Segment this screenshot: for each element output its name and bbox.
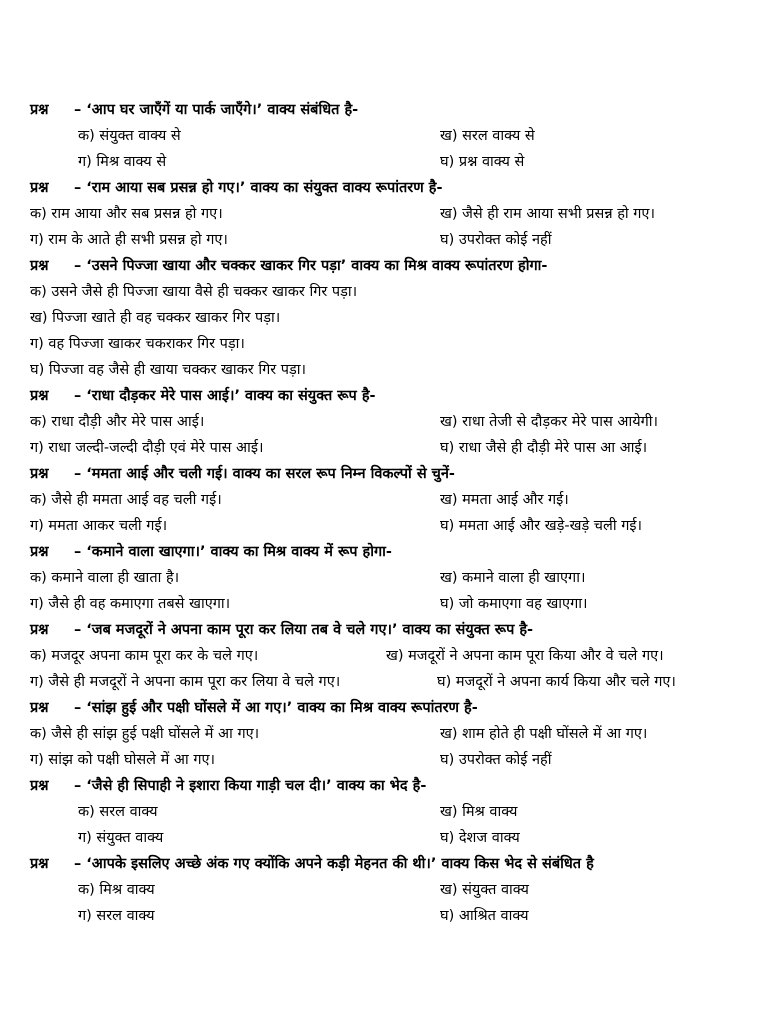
option-row	[30, 201, 748, 227]
option-kha: ख) राधा तेजी से दौड़कर मेरे पास आयेगी।	[440, 414, 659, 430]
question-label: प्रश्न	[30, 700, 49, 716]
option-ga: ग) सांझ को पक्षी घोसले में आ गए।	[30, 752, 216, 768]
option-row	[30, 435, 748, 461]
question-6	[30, 539, 748, 565]
question-1	[30, 97, 748, 123]
question-9	[30, 773, 748, 799]
question-label: प्रश्न	[30, 856, 49, 872]
question-8	[30, 695, 748, 721]
option-row	[30, 227, 748, 253]
option-ka: क) संयुक्त वाक्य से	[78, 128, 181, 144]
option-ga: ग) वह पिज्जा खाकर चकराकर गिर पड़ा।	[30, 336, 245, 352]
option-kha: ख) शाम होते ही पक्षी घोंसले में आ गए।	[440, 726, 648, 742]
option-row	[30, 669, 748, 695]
question-3	[30, 253, 748, 279]
question-text: – ‘जैसे ही सिपाही ने इशारा किया गाड़ी चल दी।’ वाक्य का भेद है-	[74, 778, 427, 794]
option-gha: घ) उपरोक्त कोई नहीं	[440, 752, 552, 768]
question-label: प्रश्न	[30, 466, 49, 482]
question-10	[30, 851, 748, 877]
option-kha: ख) मिश्र वाक्य	[440, 804, 518, 820]
option-row	[30, 487, 748, 513]
option-ga: ग) जैसे ही मजदूरों ने अपना काम पूरा कर लिया वे चले गए।	[30, 674, 341, 690]
option-row	[30, 565, 748, 591]
question-label: प्रश्न	[30, 622, 49, 638]
question-label: प्रश्न	[30, 544, 49, 560]
option-row	[30, 903, 748, 929]
option-row	[30, 409, 748, 435]
question-text: – ‘आपके इसलिए अच्छे अंक गए क्योंकि अपने कड़ी मेहनत की थी।’ वाक्य किस भेद से संबंधित है	[74, 856, 594, 872]
option-gha: घ) राधा जैसे ही दौड़ी मेरे पास आ आई।	[440, 440, 648, 456]
question-label: प्रश्न	[30, 778, 49, 794]
option-ka: क) राधा दौड़ी और मेरे पास आई।	[30, 414, 205, 430]
question-text: – ‘कमाने वाला खाएगा।’ वाक्य का मिश्र वाक्य में रूप होगा-	[74, 544, 392, 560]
option-kha: ख) ममता आई और गई।	[440, 492, 569, 508]
question-2	[30, 175, 748, 201]
question-text: – ‘राम आया सब प्रसन्न हो गए।’ वाक्य का संयुक्त वाक्य रूपांतरण है-	[74, 180, 443, 196]
option-ka: क) राम आया और सब प्रसन्न हो गए।	[30, 206, 223, 222]
option-ka: क) जैसे ही सांझ हुई पक्षी घोंसले में आ गए।	[30, 726, 260, 742]
option-ga: ग) मिश्र वाक्य से	[78, 154, 167, 170]
option-kha: ख) कमाने वाला ही खाएगा।	[440, 570, 586, 586]
option-row	[30, 513, 748, 539]
option-row	[30, 799, 748, 825]
question-label: प्रश्न	[30, 388, 49, 404]
question-4	[30, 383, 748, 409]
option-ka: क) सरल वाक्य	[78, 804, 158, 820]
option-ga: ग) राम के आते ही सभी प्रसन्न हो गए।	[30, 232, 228, 248]
option-row	[30, 591, 748, 617]
option-ga: ग) ममता आकर चली गई।	[30, 518, 168, 534]
question-text: – ‘उसने पिज्जा खाया और चक्कर खाकर गिर पड़ा’ वाक्य का मिश्र वाक्य रूपांतरण होगा-	[74, 258, 548, 274]
question-text: – ‘सांझ हुई और पक्षी घोंसले में आ गए।’ वाक्य का मिश्र वाक्य रूपांतरण है-	[74, 700, 478, 716]
option-row	[30, 643, 748, 669]
option-row	[30, 877, 748, 903]
option-gha: घ) पिज्जा वह जैसे ही खाया चक्कर खाकर गिर पड़ा।	[30, 362, 307, 378]
question-text: – ‘जब मजदूरों ने अपना काम पूरा कर लिया तब वे चले गए।’ वाक्य का संयुक्त रूप है-	[74, 622, 534, 638]
option-kha: ख) जैसे ही राम आया सभी प्रसन्न हो गए।	[440, 206, 655, 222]
option-gha: घ) जो कमाएगा वह खाएगा।	[440, 596, 588, 612]
option-row	[30, 149, 748, 175]
option-gha: घ) देशज वाक्य	[440, 830, 520, 846]
option-ga: ग) राधा जल्दी-जल्दी दौड़ी एवं मेरे पास आई।	[30, 440, 264, 456]
question-label: प्रश्न	[30, 180, 49, 196]
option-ka: क) उसने जैसे ही पिज्जा खाया वैसे ही चक्कर खाकर गिर पड़ा।	[30, 284, 358, 300]
question-label: प्रश्न	[30, 258, 49, 274]
option-row	[30, 747, 748, 773]
option-ka: क) मिश्र वाक्य	[78, 882, 155, 898]
option-kha: ख) मजदूरों ने अपना काम पूरा किया और वे चले गए।	[386, 648, 664, 664]
question-7	[30, 617, 748, 643]
question-text: – ‘ममता आई और चली गई। वाक्य का सरल रूप निम्न विकल्पों से चुनें-	[74, 466, 455, 482]
option-row	[30, 825, 748, 851]
option-row	[30, 123, 748, 149]
option-ga: ग) सरल वाक्य	[78, 908, 155, 924]
option-gha: घ) मजदूरों ने अपना कार्य किया और चले गए।	[437, 674, 676, 690]
question-text: – ‘आप घर जाएँगें या पार्क जाएँगे।’ वाक्य संबंधित है-	[74, 102, 359, 118]
option-kha: ख) सरल वाक्य से	[440, 128, 535, 144]
question-label: प्रश्न	[30, 102, 49, 118]
option-kha: ख) पिज्जा खाते ही वह चक्कर खाकर गिर पड़ा।	[30, 310, 281, 326]
option-gha: घ) आश्रित वाक्य	[440, 908, 529, 924]
option-ka: क) जैसे ही ममता आई वह चली गई।	[30, 492, 222, 508]
option-row	[30, 721, 748, 747]
option-kha: ख) संयुक्त वाक्य	[440, 882, 529, 898]
question-5	[30, 461, 748, 487]
option-ka: क) कमाने वाला ही खाता है।	[30, 570, 180, 586]
option-gha: घ) प्रश्न वाक्य से	[440, 154, 525, 170]
option-ka: क) मजदूर अपना काम पूरा कर के चले गए।	[30, 648, 259, 664]
option-ga: ग) संयुक्त वाक्य	[78, 830, 164, 846]
option-gha: घ) उपरोक्त कोई नहीं	[440, 232, 552, 248]
option-gha: घ) ममता आई और खड़े-खड़े चली गई।	[440, 518, 642, 534]
question-text: – ‘राधा दौड़कर मेरे पास आई।’ वाक्य का संयुक्त रूप है-	[74, 388, 376, 404]
worksheet	[30, 97, 748, 929]
option-ga: ग) जैसे ही वह कमाएगा तबसे खाएगा।	[30, 596, 231, 612]
